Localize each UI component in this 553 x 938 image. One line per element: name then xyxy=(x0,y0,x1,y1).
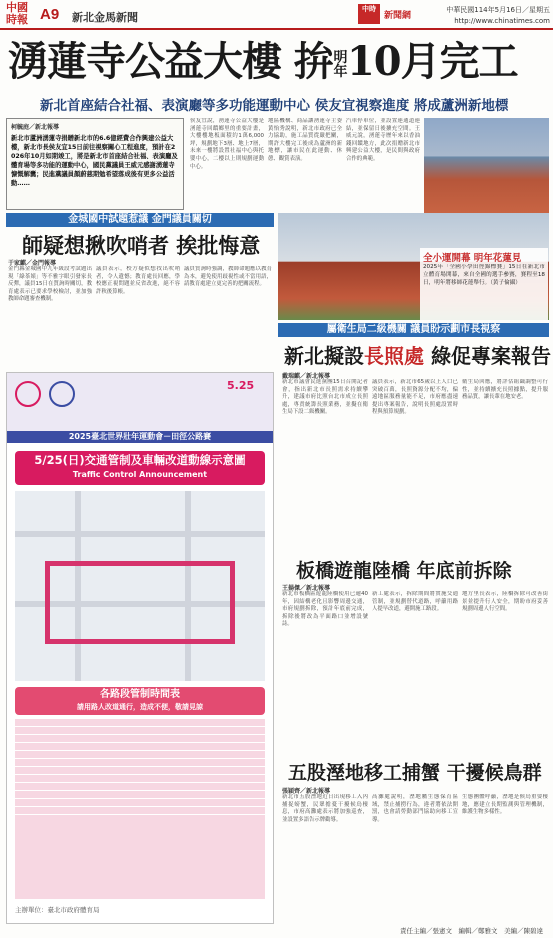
ad-title-sub: Traffic Control Announcement xyxy=(72,470,208,479)
table-row xyxy=(15,727,265,735)
story2-body-3: 議員質詢時強調，教師命題應以教育為本，避免使用歧視性或不當用語，請教育處建立更完善的把關流程。 xyxy=(184,266,272,288)
story3-body-1: 新北市議會民進黨團15日召開記者會，指出新北市長照需求持續攀升，建議市府比照台北市成立長照處，專責統籌長照業務，並擬在衛生局下設二級機關。 xyxy=(282,379,368,416)
table-row xyxy=(15,799,265,807)
event-logo-icon xyxy=(15,381,41,407)
section-name: 新北金馬新聞 xyxy=(72,11,138,24)
story2-body-1: 金門縣金城國中九年級段考試題出現「綠茶婊」等不雅字眼引發家長反彈，議員15日在質詢時關切，教育處表示已要求學校檢討，並加強教師命題審查機制。 xyxy=(8,266,92,303)
map-road-3 xyxy=(75,491,81,681)
story3-body-2: 議員表示，新北市65歲以上人口已突破百萬，長照資源分配不均，偏遠地區服務量能不足，市府應盡速提出專案報告，說明長照處設置時程與預算規劃。 xyxy=(372,379,458,416)
table-row xyxy=(15,735,265,743)
ad-footer-note: 主辦單位：臺北市政府體育局 xyxy=(15,906,100,914)
headline-part-b: 10月完工 xyxy=(346,38,518,85)
dateline: 中華民國114年5月16日／星期五 xyxy=(446,6,550,14)
schedule-title: 各路段管制時間表 xyxy=(100,689,180,700)
story2-title: 師疑想揪吹哨者 挨批悔意 xyxy=(22,233,261,258)
lead-subhead: 新北首座結合社福、表演廳等多功能運動中心 侯友宜視察進度 將成蘆洲新地標 xyxy=(40,98,509,114)
traffic-map xyxy=(15,491,265,681)
map-route-segment-1 xyxy=(45,561,235,566)
story3-byline: 戴瑞麒／新北報導 xyxy=(282,373,331,380)
table-row xyxy=(15,807,265,815)
story4-title: 板橋遊龍陸橋 年底前拆除 xyxy=(296,560,512,582)
story2-body-2: 議員表示，校方疑似想找出吹哨者，令人遺憾；教育處長回應，學校應正視問題並反省改進，絕不容許秋後算帳。 xyxy=(96,266,180,295)
story3-title xyxy=(284,340,551,369)
newspaper-logo: 中國時報 xyxy=(6,1,28,26)
schedule-table xyxy=(15,719,265,899)
headline-part-a: 湧蓮寺公益大樓 拚 xyxy=(8,38,333,85)
lead-byline: 柯毓庭／新北報導 xyxy=(11,124,60,131)
schedule-note: 請用路人改道通行，造成不便，敬請見諒 xyxy=(77,703,203,711)
story4-byline: 王揚傑／新北報導 xyxy=(282,585,331,592)
site-url[interactable]: http://www.chinatimes.com xyxy=(454,17,550,25)
ad-date-badge: 5.25 xyxy=(227,379,255,392)
ad-event-banner: 2025臺北世界壯年運動會－田徑公路賽 xyxy=(7,431,273,443)
story2-byline: 于家麒／金門報導 xyxy=(8,260,57,267)
table-row xyxy=(15,759,265,767)
story4-body-2: 新工處表示，拆除期間將實施交通管制，並規劃替代道路，呼籲用路人提早改道，避開施工路段。 xyxy=(372,591,458,613)
table-row xyxy=(15,751,265,759)
headline-small-1: 明 xyxy=(333,50,347,66)
masthead xyxy=(0,0,553,30)
map-road-2 xyxy=(15,601,265,607)
story5-body-1: 新北市五股溼地近日出現移工入內捕捉螃蟹，民眾擔憂干擾候鳥棲息，市府高灘處表示將加強巡查，並設置多語告示牌勸導。 xyxy=(282,794,368,823)
map-route-segment-2 xyxy=(45,561,50,641)
brand-mark: 中時 xyxy=(358,4,380,24)
ad-header xyxy=(7,373,273,431)
table-row xyxy=(15,743,265,751)
story5-body-2: 高灘處說明，溼地屬生態保育區域，禁止捕撈行為，違者將依法開罰，也會請勞動部門協助向移工宣導。 xyxy=(372,794,458,823)
story4-body-3: 地方里長表示，陸橋拆除可改善街景並提升行人安全，期盼市府妥善規劃周邊人行空間。 xyxy=(462,591,548,613)
story3-title-highlight: 長照處 xyxy=(364,344,424,368)
brand-sub: 新聞網 xyxy=(384,11,412,21)
traffic-control-ad xyxy=(6,372,274,924)
story2-kicker: 金城國中試題惹議 金門議員關切 xyxy=(6,213,274,227)
story3-title-a: 新北擬設 xyxy=(284,344,364,368)
table-row xyxy=(15,783,265,791)
lead-body-col-2: 地區機構、商品讓湧蓮寺主委黃怡秀說明，新北市政府已全力協助，施工品質從嚴把關，期許大樓完工後成為蘆洲的新地標，讓市民在此運動、休憩、觀賞表演。 xyxy=(268,118,342,162)
story5-title: 五股溼地移工捕蟹 干擾候鳥群 xyxy=(288,762,542,784)
table-row xyxy=(15,719,265,727)
story5-body-3: 生態團體呼籲，溼地是候鳥重要棲地，應建立長期監測與管理機制，維護生物多樣性。 xyxy=(462,794,548,816)
photo1-caption: 2025年「全國小學田徑錦標賽」15日在新北市立體育場開幕，來自全國的選手參賽，賽程至18日，明年將移師花蓮舉行。（黃子倫攝） xyxy=(423,264,545,286)
lead-headline xyxy=(8,34,548,90)
ad-title-text: 5/25(日)交通管制及車輛改道動線示意圖 xyxy=(34,453,246,467)
page-credits: 責任主編／張憲文 編輯／鄭雅文 美編／陳碧達 xyxy=(400,927,543,935)
lead-body-col-1: 侯友宜說，湧蓮寺公益大樓是湧蓮寺回饋鄉里的重要計畫，大樓樓地板面積約1萬6,000坪，規劃地下3層、地上7層，未來一樓將設置社福中心與托嬰中心，二樓以上則規劃運動中心。 xyxy=(190,118,264,170)
lead-body-col-3: 汽車停車位，並設置連通道連結，並保留日後擴充空間。王威元說，湧蓮寺歷年來以香油錢回饋地方，此次捐贈新北市興建公益大樓，是民間與政府合作的典範。 xyxy=(346,118,420,162)
headline-small-2: 年 xyxy=(333,64,347,80)
table-row xyxy=(15,775,265,783)
page-number: A9 xyxy=(40,6,60,23)
table-row xyxy=(15,767,265,775)
map-road-4 xyxy=(185,491,191,681)
building-photo xyxy=(424,118,549,213)
headline-small xyxy=(333,51,347,79)
map-route-segment-4 xyxy=(45,639,235,644)
story3-kicker: 屬衛生局二級機關 議員盼示劃市長視察 xyxy=(278,323,549,337)
sponsor-logo-icon xyxy=(49,381,75,407)
lead-intro: 新北市蘆洲湧蓮寺捐贈新北市的6.6億經費合作興建公益大樓，新北市長侯友宜15日前往視察關心工程進度，預計在2026年10月如期竣工，將是新北市首座結合社福、表演廳及體育場等多功能的運動中心，國民黨議員王威元感謝湧蓮寺慷慨解囊；民進黨議員顏蔚慈期勉希望落成後有更多公益活動…… xyxy=(11,135,178,187)
story5-byline: 張穎齊／新北報導 xyxy=(282,788,331,795)
ad-main-title xyxy=(15,451,265,485)
map-road-1 xyxy=(15,531,265,537)
schedule-header xyxy=(15,687,265,715)
story3-title-b: 綠促專案報告 xyxy=(424,344,551,368)
table-row xyxy=(15,791,265,799)
lead-intro-box xyxy=(6,118,184,210)
story3-body-3: 衛生局回應，將評估組織調整可行性，並持續擴充長照據點，提升服務品質，讓長輩在地安老。 xyxy=(462,379,548,401)
map-route-segment-3 xyxy=(230,561,235,641)
story4-body-1: 新北市板橋區遊龍陸橋使用已逾40年，因結構老化且影響周邊交通，市府規劃拆除，預計年底前完成，拆除後將改為平面路口並增設號誌。 xyxy=(282,591,368,628)
photo1-caption-title: 全小運開幕 明年花蓮見 xyxy=(423,253,522,264)
photo1-caption-box xyxy=(420,248,548,320)
